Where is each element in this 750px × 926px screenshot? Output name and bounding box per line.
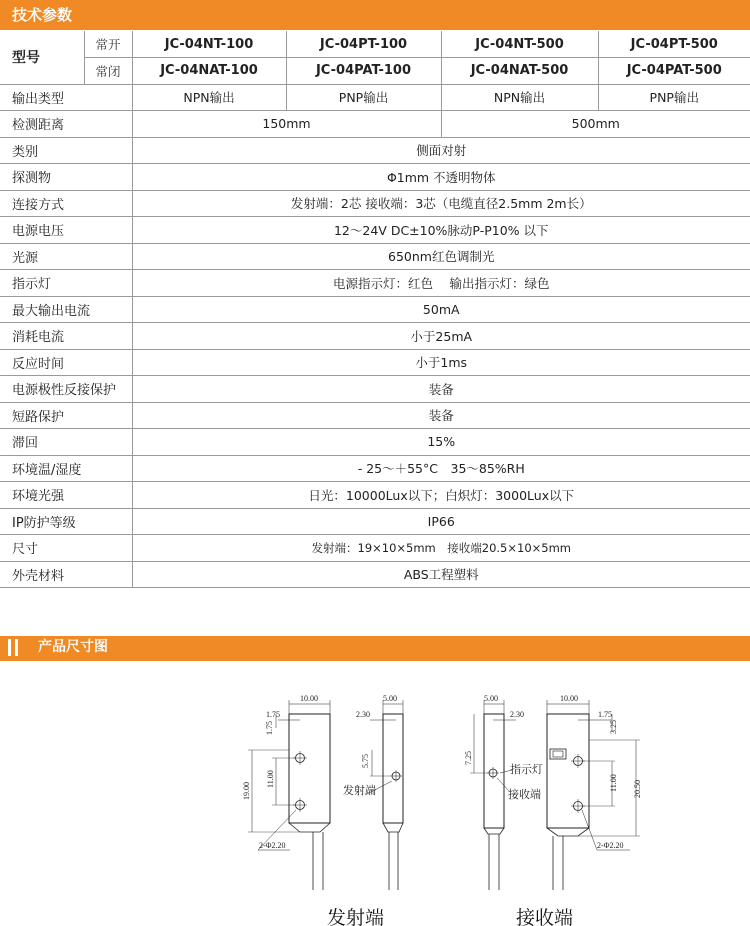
dim-label: 11.00 [609, 774, 618, 792]
row-value: - 25～＋55°C 35～85%RH [132, 455, 750, 482]
model-cell: JC-04NT-500 [441, 31, 598, 58]
dim-label: 5.00 [484, 694, 498, 703]
row-value: 12～24V DC±10%脉动P-P10% 以下 [132, 217, 750, 244]
table-row [0, 455, 750, 482]
row-label: 滞回 [0, 429, 132, 456]
row-value: 装备 [132, 376, 750, 403]
row-label: 连接方式 [0, 190, 132, 217]
row-value: 小于1ms [132, 349, 750, 376]
row-value: NPN输出 [132, 84, 286, 111]
table-row [0, 164, 750, 191]
section-bar [0, 636, 750, 659]
model-label: 型号 [0, 31, 84, 84]
table-row [0, 376, 750, 403]
table-row [0, 323, 750, 350]
row-label: 类别 [0, 137, 132, 164]
nc-label: 常闭 [84, 58, 132, 85]
model-cell: JC-04PT-500 [598, 31, 750, 58]
dim-label: 2.30 [356, 710, 370, 719]
row-value: ABS工程塑料 [132, 561, 750, 588]
table-row [0, 402, 750, 429]
row-label: 最大输出电流 [0, 296, 132, 323]
emitter-side-view [343, 694, 403, 890]
row-value: 50mA [132, 296, 750, 323]
dimension-drawing [0, 670, 750, 926]
model-cell: JC-04PAT-500 [598, 58, 750, 85]
row-label: 电源电压 [0, 217, 132, 244]
dim-label: 1.75 [266, 710, 280, 719]
row-value: 装备 [132, 402, 750, 429]
row-label: 环境温/湿度 [0, 455, 132, 482]
emitter-caption: 发射端 [327, 907, 385, 926]
table-row [0, 508, 750, 535]
dim-label: 10.00 [300, 694, 318, 703]
dim-label: 2-Φ2.20 [597, 841, 624, 850]
emitter-side-label: 发射端 [343, 785, 376, 797]
dim-label: 10.00 [560, 694, 578, 703]
row-label: 外壳材料 [0, 561, 132, 588]
row-value: 电源指示灯：红色 输出指示灯：绿色 [132, 270, 750, 297]
model-cell: JC-04NAT-500 [441, 58, 598, 85]
dim-label: 20.50 [633, 780, 642, 798]
receiver-side-label: 接收端 [508, 789, 541, 801]
row-value: PNP输出 [598, 84, 750, 111]
dim-label: 19.00 [242, 782, 251, 800]
dim-label: 2-Φ2.20 [259, 841, 286, 850]
table-row [0, 84, 750, 111]
table-row [0, 190, 750, 217]
row-label: 短路保护 [0, 402, 132, 429]
table-row [0, 31, 750, 58]
table-row [0, 482, 750, 509]
table-row [0, 561, 750, 588]
row-label: 尺寸 [0, 535, 132, 562]
dim-label: 3.25 [609, 720, 618, 734]
section-stripes-icon [8, 639, 18, 656]
row-label: 指示灯 [0, 270, 132, 297]
row-label: 检测距离 [0, 111, 132, 138]
row-label: 环境光强 [0, 482, 132, 509]
row-label: 消耗电流 [0, 323, 132, 350]
dim-label: 2.30 [510, 710, 524, 719]
row-label: IP防护等级 [0, 508, 132, 535]
dim-label: 5.75 [361, 754, 370, 768]
table-row [0, 535, 750, 562]
section-title: 产品尺寸图 [38, 639, 108, 655]
model-cell: JC-04NT-100 [132, 31, 286, 58]
row-value: 小于25mA [132, 323, 750, 350]
emitter-front-view [242, 694, 330, 890]
row-value: NPN输出 [441, 84, 598, 111]
table-row [0, 349, 750, 376]
row-label: 输出类型 [0, 84, 132, 111]
indicator-label: 指示灯 [510, 764, 543, 776]
row-value: 15% [132, 429, 750, 456]
row-value: 日光：10000Lux以下；白炽灯：3000Lux以下 [132, 482, 750, 509]
table-row [0, 270, 750, 297]
row-value: PNP输出 [286, 84, 441, 111]
row-value: 150mm [132, 111, 441, 138]
model-cell: JC-04NAT-100 [132, 58, 286, 85]
model-cell: JC-04PT-100 [286, 31, 441, 58]
spec-rows [0, 137, 750, 588]
row-label: 光源 [0, 243, 132, 270]
receiver-caption: 接收端 [516, 907, 574, 926]
tech-params-title: 技术参数 [12, 6, 73, 24]
table-row [0, 58, 750, 85]
receiver-side-view [464, 694, 543, 890]
tech-params-header [0, 0, 750, 30]
dim-label: 1.75 [265, 721, 274, 735]
row-value: 发射端：2芯 接收端：3芯（电缆直径2.5mm 2m长） [132, 190, 750, 217]
receiver-front-view [547, 694, 642, 890]
dim-label: 11.00 [266, 770, 275, 788]
row-label: 电源极性反接保护 [0, 376, 132, 403]
spec-table [0, 31, 750, 588]
dim-label: 5.00 [383, 694, 397, 703]
dim-label: 1.75 [598, 710, 612, 719]
dim-label: 7.25 [464, 751, 473, 765]
dimension-section-header [0, 636, 750, 661]
row-value: 发射端：19×10×5mm 接收端20.5×10×5mm [132, 535, 750, 562]
table-row [0, 111, 750, 138]
row-label: 探测物 [0, 164, 132, 191]
row-label: 反应时间 [0, 349, 132, 376]
row-value: 500mm [441, 111, 750, 138]
row-value: IP66 [132, 508, 750, 535]
table-row [0, 296, 750, 323]
row-value: Φ1mm 不透明物体 [132, 164, 750, 191]
no-label: 常开 [84, 31, 132, 58]
table-row [0, 217, 750, 244]
model-cell: JC-04PAT-100 [286, 58, 441, 85]
row-value: 650nm红色调制光 [132, 243, 750, 270]
row-value: 侧面对射 [132, 137, 750, 164]
table-row [0, 429, 750, 456]
table-row [0, 243, 750, 270]
table-row [0, 137, 750, 164]
